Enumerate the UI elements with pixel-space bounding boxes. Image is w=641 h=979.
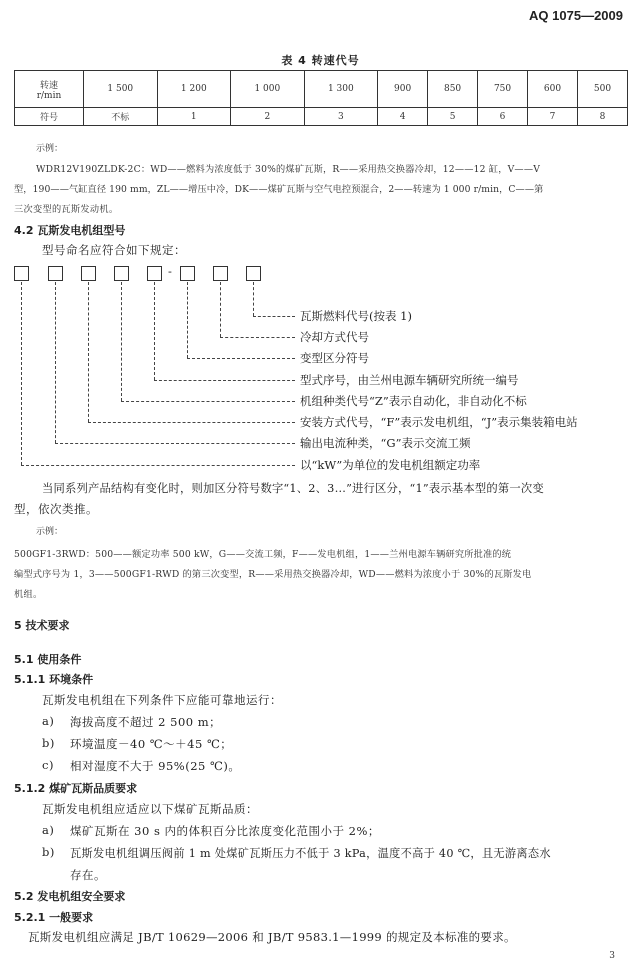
table-cell: 不标 xyxy=(84,108,158,126)
header-speed-unit: r/min xyxy=(36,90,62,101)
table-cell: 7 xyxy=(528,108,578,126)
model-code-box xyxy=(180,266,195,281)
leader-line xyxy=(187,358,295,359)
example-line: 机组。 xyxy=(14,589,43,600)
table-cell: 600 xyxy=(528,71,578,108)
section-heading-5-1: 5.1 使用条件 xyxy=(14,653,82,666)
model-code-box xyxy=(114,266,129,281)
model-code-box xyxy=(213,266,228,281)
section-heading-5-2: 5.2 发电机组安全要求 xyxy=(14,890,126,903)
model-code-box xyxy=(14,266,29,281)
table-cell: 1 200 xyxy=(157,71,231,108)
table-cell: 8 xyxy=(578,108,628,126)
table-header-speed xyxy=(15,71,84,108)
table-cell: 850 xyxy=(428,71,478,108)
header-speed-label: 转速 xyxy=(39,80,58,91)
leader-line xyxy=(187,282,188,358)
list-item: 瓦斯发电机组调压阀前 1 m 处煤矿瓦斯压力不低于 3 kPa，温度不高于 40 ℃，且无游离态水 xyxy=(70,847,551,860)
model-code-definition: 以“kW”为单位的发电机组额定功率 xyxy=(300,458,481,472)
model-code-separator: - xyxy=(168,264,173,278)
table-row-speed xyxy=(15,71,628,108)
table-cell: 900 xyxy=(378,71,428,108)
table-row-symbol xyxy=(15,108,628,126)
leader-line xyxy=(220,282,221,337)
list-item: 相对湿度不大于 95%(25 ℃)。 xyxy=(70,759,241,773)
list-marker: a) xyxy=(42,714,55,728)
table-cell: 3 xyxy=(304,108,378,126)
leader-line xyxy=(88,282,89,422)
list-item: 海拔高度不超过 2 500 m； xyxy=(70,715,222,729)
section-heading-5: 5 技术要求 xyxy=(14,619,70,632)
table-cell: 1 xyxy=(157,108,231,126)
table-cell: 5 xyxy=(428,108,478,126)
model-code-definition: 变型区分符号 xyxy=(300,351,369,365)
leader-line xyxy=(55,443,295,444)
paragraph: 当同系列产品结构有变化时，则加区分符号数字“1、2、3…”进行区分，“1”表示基本型的第一次变 xyxy=(42,482,544,495)
leader-line xyxy=(154,282,155,380)
speed-code-table xyxy=(14,70,628,126)
model-code-box xyxy=(246,266,261,281)
table-cell: 6 xyxy=(478,108,528,126)
leader-line xyxy=(253,282,254,316)
table-cell: 500 xyxy=(578,71,628,108)
list-item-continued: 存在。 xyxy=(70,868,106,882)
model-code-definition: 安装方式代号，“F”表示发电机组，“J”表示集装箱电站 xyxy=(300,415,578,429)
paragraph: 瓦斯发电机组应满足 JB/T 10629—2006 和 JB/T 9583.1—1999 的规定及本标准的要求。 xyxy=(28,930,516,944)
list-marker: b) xyxy=(42,736,55,750)
paragraph: 瓦斯发电机组在下列条件下应能可靠地运行： xyxy=(42,693,282,707)
page-number: 3 xyxy=(609,951,615,961)
example-line: 型，190——气缸直径 190 mm，ZL——增压中冷，DK——煤矿瓦斯与空气电控预混合，2——转速为 1 000 r/min，C——第 xyxy=(14,184,544,195)
model-code-definition: 冷却方式代号 xyxy=(300,330,369,344)
list-item: 煤矿瓦斯在 30 s 内的体积百分比浓度变化范围小于 2%； xyxy=(70,824,380,838)
section-heading-4-2: 4.2 瓦斯发电机组型号 xyxy=(14,224,126,237)
leader-line xyxy=(253,316,295,317)
table-cell: 1 000 xyxy=(231,71,305,108)
list-marker: b) xyxy=(42,845,55,859)
list-item: 环境温度－40 ℃～＋45 ℃； xyxy=(70,737,233,751)
model-code-definition: 机组种类代号“Z”表示自动化，非自动化不标 xyxy=(300,394,527,408)
leader-line xyxy=(121,282,122,401)
model-code-definition: 输出电流种类，“G”表示交流工频 xyxy=(300,436,471,450)
table-cell: 750 xyxy=(478,71,528,108)
leader-line xyxy=(220,337,295,338)
model-code-definition: 型式序号，由兰州电源车辆研究所统一编号 xyxy=(300,373,519,387)
example-line: 500GF1-3RWD：500——额定功率 500 kW，G——交流工频，F——发电机组，1——兰州电源车辆研究所批准的统 xyxy=(14,549,512,560)
list-marker: a) xyxy=(42,823,55,837)
leader-line xyxy=(88,422,295,423)
list-marker: c) xyxy=(42,758,54,772)
leader-line xyxy=(21,282,22,465)
paragraph: 型号命名应符合如下规定： xyxy=(42,243,186,257)
model-code-definition: 瓦斯燃料代号(按表 1) xyxy=(300,309,412,323)
section-heading-5-1-1: 5.1.1 环境条件 xyxy=(14,673,94,686)
paragraph: 型，依次类推。 xyxy=(14,502,98,516)
example-label: 示例： xyxy=(36,527,64,537)
example-label: 示例： xyxy=(36,144,64,154)
leader-line xyxy=(21,465,295,466)
model-code-box xyxy=(81,266,96,281)
model-code-box xyxy=(147,266,162,281)
leader-line xyxy=(121,401,295,402)
example-line: WDR12V190ZLDK-2C：WD——燃料为浓度低于 30%的煤矿瓦斯，R——采用热交换器冷却，12——12 缸，V——V xyxy=(36,164,541,175)
leader-line xyxy=(154,380,295,381)
example-line: 编型式序号为 1，3——500GF1-RWD 的第三次变型，R——采用热交换器冷却，WD——燃料为浓度小于 30%的瓦斯发电 xyxy=(14,569,532,580)
paragraph: 瓦斯发电机组应适应以下煤矿瓦斯品质： xyxy=(42,802,258,816)
table-cell: 2 xyxy=(231,108,305,126)
section-heading-5-2-1: 5.2.1 一般要求 xyxy=(14,911,94,924)
section-heading-5-1-2: 5.1.2 煤矿瓦斯品质要求 xyxy=(14,782,138,795)
table-cell: 4 xyxy=(378,108,428,126)
standard-code: AQ 1075—2009 xyxy=(529,8,623,23)
table-header-symbol: 符号 xyxy=(15,108,84,126)
example-line: 三次变型的瓦斯发动机。 xyxy=(14,204,119,215)
table-cell: 1 300 xyxy=(304,71,378,108)
leader-line xyxy=(55,282,56,443)
table-title: 表 4 转速代号 xyxy=(281,54,360,67)
table-cell: 1 500 xyxy=(84,71,158,108)
model-code-box xyxy=(48,266,63,281)
